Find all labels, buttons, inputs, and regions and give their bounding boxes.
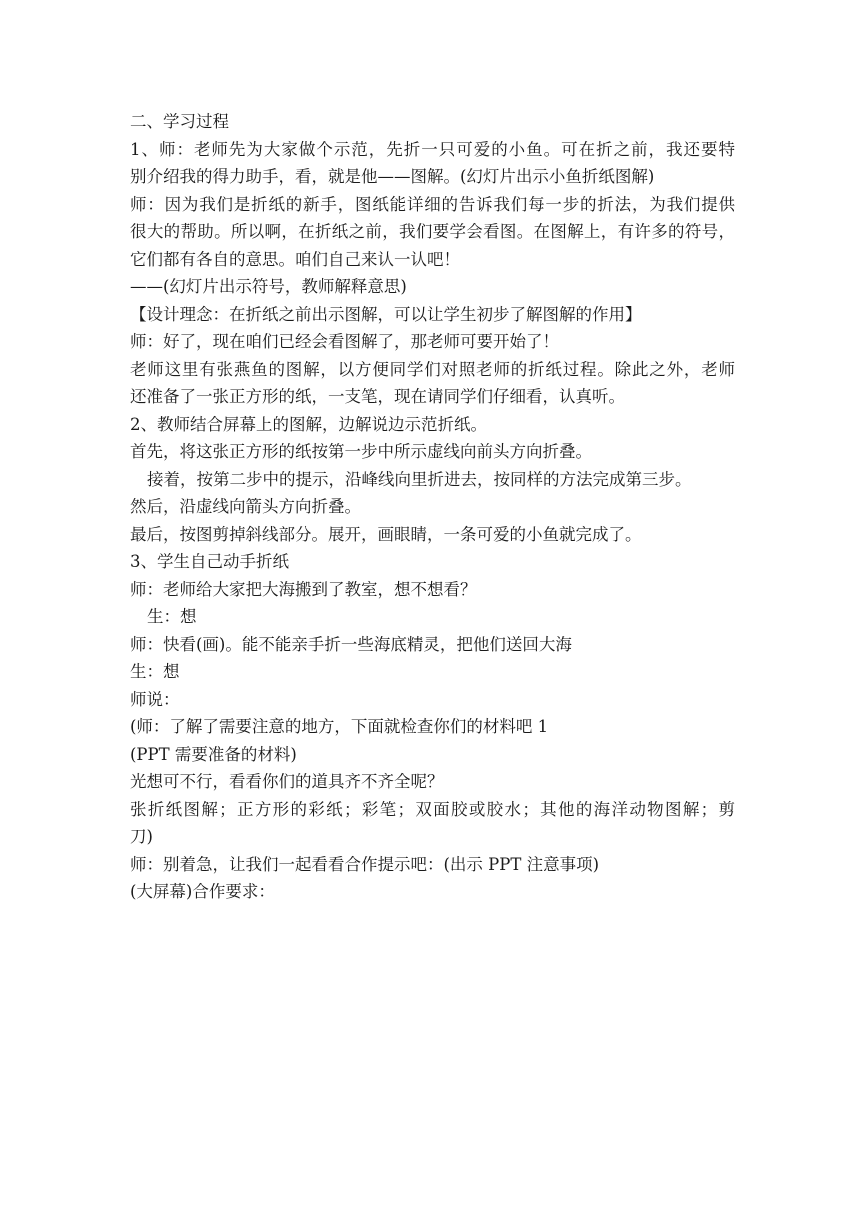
subheading: 3、学生自己动手折纸	[130, 552, 289, 571]
subheading: 2、教师结合屏幕上的图解，边解说边示范折纸。	[130, 414, 487, 434]
paragraph-line: 首先，将这张正方形的纸按第一步中所示虚线向前头方向折叠。	[130, 442, 592, 461]
paragraph-line: ——(幻灯片出示符号，教师解释意思)	[130, 277, 407, 296]
design-note: 【设计理念：在折纸之前出示图解，可以让学生初步了解图解的作用】	[130, 304, 642, 324]
paragraph-line: 光想可不行，看看你们的道具齐不齐全呢？	[130, 772, 444, 791]
paragraph-line: 它们都有各自的意思。咱们自己来认一认吧！	[130, 249, 460, 269]
paragraph-line: 1、师：老师先为大家做个示范，先折一只可爱的小鱼。可在折之前，我还要特	[130, 139, 735, 159]
document-body	[130, 108, 735, 906]
paragraph-line: (大屏幕)合作要求：	[130, 882, 275, 901]
paragraph-line: 接着，按第二步中的提示，沿峰线向里折进去，按同样的方法完成第三步。	[147, 469, 692, 489]
paragraph-line: 刀)	[130, 827, 153, 846]
paragraph-line: 师说：	[130, 689, 180, 709]
paragraph-line: 然后，沿虚线向箭头方向折叠。	[130, 497, 361, 516]
paragraph-line: 师：好了，现在咱们已经会看图解了，那老师可要开始了！	[130, 332, 559, 351]
paragraph-line: 别介绍我的得力助手，看，就是他——图解。(幻灯片出示小鱼折纸图解)	[130, 167, 655, 186]
paragraph-line: 很大的帮助。所以啊，在折纸之前，我们要学会看图。在图解上，有许多的符号，	[130, 222, 735, 241]
paragraph-line: 老师这里有张燕鱼的图解，以方便同学们对照老师的折纸过程。除此之外，老师	[130, 359, 735, 379]
section-heading: 二、学习过程	[130, 112, 229, 131]
paragraph-line: 还准备了一张正方形的纸，一支笔，现在请同学们仔细看，认真听。	[130, 387, 625, 406]
paragraph-line: 生：想	[147, 607, 197, 626]
paragraph-line: 生：想	[130, 662, 180, 681]
paragraph-line: 张折纸图解；正方形的彩纸；彩笔；双面胶或胶水；其他的海洋动物图解；剪	[130, 799, 735, 819]
paragraph-line: 师：因为我们是折纸的新手，图纸能详细的告诉我们每一步的折法，为我们提供	[130, 194, 735, 214]
paragraph-line: (PPT 需要准备的材料)	[130, 744, 297, 764]
paragraph-line: 最后，按图剪掉斜线部分。展开，画眼睛，一条可爱的小鱼就完成了。	[130, 524, 642, 544]
paragraph-line: 师：别着急，让我们一起看看合作提示吧：(出示 PPT 注意事项)	[130, 854, 600, 874]
paragraph-line: 师：老师给大家把大海搬到了教室，想不想看？	[130, 579, 477, 599]
paragraph-line: 师：快看(画)。能不能亲手折一些海底精灵，把他们送回大海	[130, 634, 572, 654]
paragraph-line: (师：了解了需要注意的地方，下面就检查你们的材料吧 1	[130, 717, 549, 736]
